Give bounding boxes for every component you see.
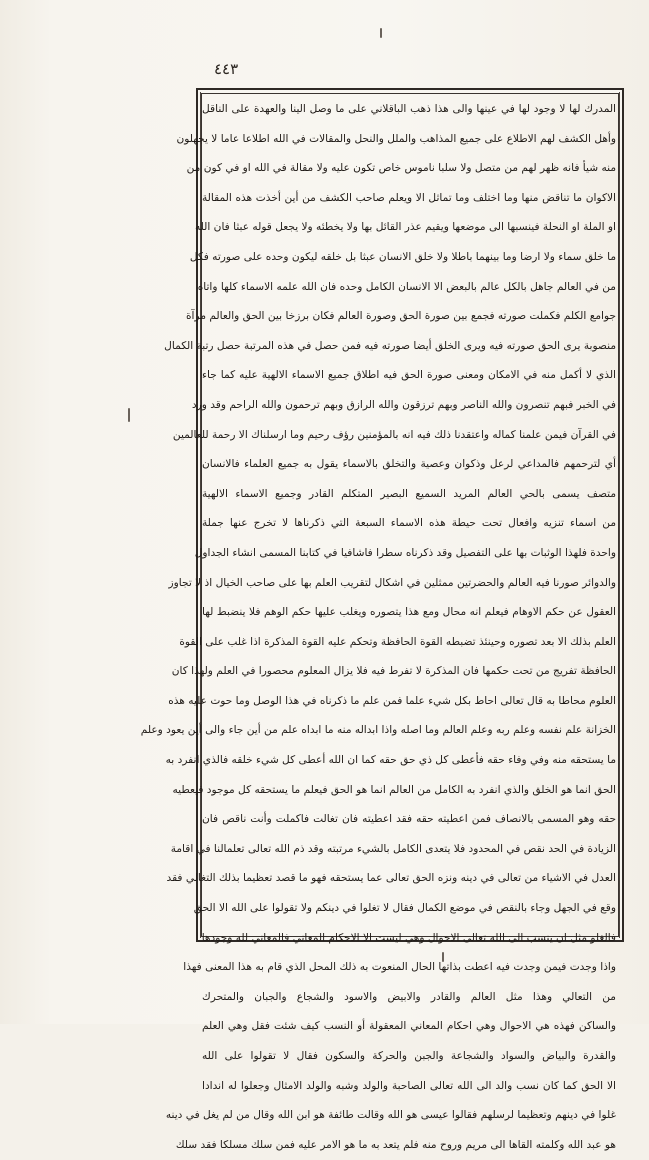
text-line: في القرآن فيمن علمنا كماله واعتقدنا ذلك فيه انه بالمؤمنين رؤف رحيم وما ارسلناك الا رحمة للعالمين (172, 428, 616, 441)
text-line: حقه وهو المسمى بالانصاف فمن اعطيته حقه فقد اعطيته فان تغالت فاكملت وأنت ناقص فان (202, 813, 616, 826)
text-line: واذا وجدت فيمن وجدت فيه اعطت بذاتها الحال المنعوت به ذلك المحل الذي قام به هذا المعنى فهذا (183, 961, 616, 974)
text-line: وقع في الجهل وجاء بالنقص في موضع الكمال فقال لا تغلوا في دينكم ولا تقولوا على الله الا الحق (193, 902, 616, 915)
text-line: الا الحق كما كان نسب والد الى الله تعالى الصاحبة والولد وشبه والولد الامثال وجعلوا له اندادا (202, 1079, 616, 1092)
text-line: الحق انما هو الخلق والذي انفرد به الكامل من العالم انما هو الحق فيعلم ما يستحقه كل موجود فيعطيه (172, 783, 616, 796)
text-line: غلوا في دينهم وتعظيما لرسلهم فقالوا عيسى هو الله وقالت طائفة هو ابن الله وقال من لم يغل في دينه (165, 1109, 616, 1122)
text-line: واحدة فلهذا الوثبات بها على التفصيل وقد ذكرناه سطرا فاشافيا في كتابنا المسمى انشاء الجداول (194, 546, 616, 559)
text-line: الحافظة تفريج من تحت حكمها فان المذكرة لا تفرط فيه فلا يزال المعلوم محصورا في العلم ولهذا كان (171, 665, 616, 678)
text-line: والساكن فهذه هي الاحوال وهي احكام المعاني المعقولة أو النسب كيف شئت فقل وهي العلم (202, 1020, 616, 1033)
text-line: أي لترحمهم فالمداعي لرعل وذكوان وعصية والتخلق بالاسماء يقول به جميع العلماء فالانسان (202, 458, 616, 471)
text-line: العقول عن حكم الاوهام فيعلم انه محال ومع هذا يتصوره ويغلب عليها حكم الوهم فلا ينضبط لها (202, 606, 616, 619)
text-line: من التعالي وهذا مثل العالم والقادر والابيض والاسود والشجاع والجبان والمتحرك (202, 990, 616, 1003)
text-line: جوامع الكلم فكملت صورته فجمع بين صورة الحق وصورة العالم فكان برزخا بين الحق والعالم مرآة (186, 310, 616, 323)
text-line: العلوم محاطا به قال تعالى احاط بكل شيء علما فمن علم ما ذكرناه في هذا الوصل وما حوت عليه هذه (168, 694, 616, 707)
margin-mark (128, 408, 130, 422)
text-line: ما خلق سماء ولا ارضا وما بينهما باطلا ولا خلق الانسان عبثا بل خلقه ليكون وحده على صورته فكل (189, 250, 616, 263)
text-line: او الملة او النحلة فينسبها الى موضعها ويقيم عذر القائل بها ولا يخطئه ولا يجعل قوله عبثا فان الله (194, 221, 616, 234)
text-line: من اسماء تنزيه وافعال تحت حيطة هذه الاسماء السبعة التي ذكرناها لا تخرج عنها جملة (202, 517, 616, 530)
text-line: الخزانة علم نفسه وعلم ربه وعلم العالم وما اصله واذا ابداله منه ما ابداه علم من أين جاء والى أين يعود وعلم (140, 724, 616, 737)
margin-mark (380, 28, 382, 38)
main-text-block (140, 95, 616, 1151)
text-line: هو عبد الله وكلمته القاها الى مريم وروح منه فلم يتعد به ما هو الامر عليه فمن سلك مسلكا فقد سلك (175, 1138, 616, 1151)
text-line: الاكوان ما تناقض منها وما اختلف وما تماثل الا ويعلم صاحب الكشف من أين أخذت هذه المقالة (202, 191, 616, 204)
text-line: ما يستحقه منه وفي وفاء حقه فأعطى كل ذي حق حقه كما ان الله أعطى كل شيء خلقه فالذي انفرد به (165, 754, 616, 767)
text-line: منه شيأ فانه ظهر لهم من متصل ولا سلبا ناموس خاص تكون عليه ولا مقالة في الله او في كون من (186, 162, 616, 175)
text-line: الذي لا أكمل منه في الامكان ومعنى صورة الحق فيه اطلاق جميع الاسماء الالهية عليه كما جاء (202, 369, 616, 382)
text-line: المدرك لها لا وجود لها في عينها والى هذا ذهب الباقلاني على ما وصل الينا والعهدة على الناقل (202, 103, 616, 115)
text-line: فالغلو مثل ان ينسب الى الله تعالى الاحوال وهي ليست الا الاحكام المعاني فالمعاني لله وجودها (201, 931, 616, 944)
text-line: وأهل الكشف لهم الاطلاع على جميع المذاهب والملل والنحل والمقالات في الله اطلاعا عاما لا يجهلون (176, 132, 616, 145)
text-line: والدوائر صورنا فيه العالم والحضرتين ممثلين في اشكال لتقريب العلم بها على صاحب الخيال اذ لا تجاوز (168, 576, 616, 589)
text-line: العلم بذلك الا بعد تصوره وحينئذ تضبطه القوة الحافظة وتحكم عليه القوة المذكرة اذا غلب على القوة (179, 635, 616, 648)
text-line: من في العالم جاهل بالكل عالم بالبعض الا الانسان الكامل وحده فان الله علمه الاسماء كلها واتاه (197, 280, 616, 293)
page-number: ٤٤٣ (214, 60, 239, 78)
text-line: العدل في الاشياء من تعالى في دينه ونزه الحق تعالى عما يستحقه فهو ما قصد تعظيما بذلك التغالي فقد (166, 872, 616, 885)
text-line: منصوبة يرى الحق صورته فيه ويرى الخلق أيضا صورته فيه فمن حصل في هذه المرتبة حصل رتبة الكمال (164, 339, 616, 352)
text-line: في الخبر فبهم تنصرون والله الناصر وبهم ترزقون والله الرازق وبهم ترحمون والله الراحم وقد ورد (191, 398, 616, 411)
frame-ruling-right (619, 92, 620, 938)
text-line: الزيادة في الحد نقص في المحدود فلا يتعدى الكامل بالشيء مرتبته وقد ذم الله تعالى تعلمالنا في اقامة (170, 842, 616, 855)
text-line: متصف يسمى بالحي العالم المريد السميع البصير المتكلم القادر وجميع الاسماء الالهية (202, 487, 616, 500)
text-line: والقدرة والبياض والسواد والشجاعة والجبن والحركة والسكون فقال لا تقولوا على الله (202, 1050, 616, 1062)
